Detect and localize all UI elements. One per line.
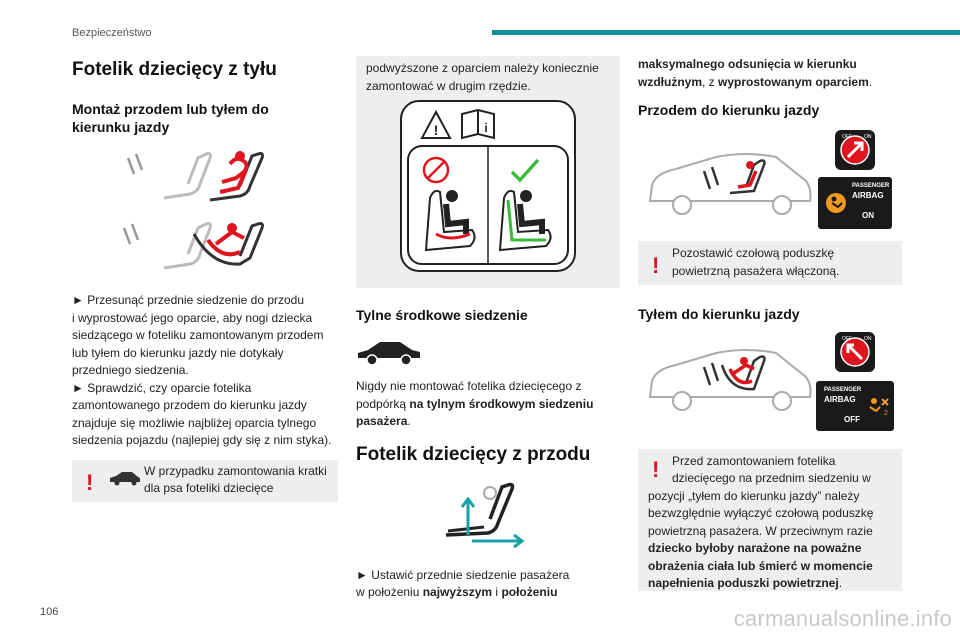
subtitle-forward-facing: Przodem do kierunku jazdy [638, 102, 820, 118]
airbag-warning-icon [824, 191, 848, 215]
rear-facing-illustration [638, 331, 902, 439]
instruction-2-line-1: ► Sprawdzić, czy oparcie fotelika [72, 380, 252, 395]
airbag-disabled-icon [866, 393, 890, 417]
instruction-1-line-1: ► Przesunąć przednie siedzenie do przodu [72, 293, 305, 307]
warning-box-airbag-off [638, 449, 902, 591]
instruction-1-line-2: i wyprostować jego oparcie, aby nogi dziecka [72, 310, 313, 325]
airbag-on-indicator [818, 177, 892, 229]
warning-line-2: dla psa foteliki dziecięce [144, 481, 274, 495]
info-box-booster-seat [356, 56, 620, 288]
airbag-off-indicator [816, 381, 894, 431]
subtitle-rear-facing: Tyłem do kierunku jazdy [638, 306, 800, 322]
svg-text:2: 2 [884, 410, 888, 417]
instruction-1-line-5: przedniego siedzenia. [72, 363, 189, 377]
svg-text:OFF: OFF [842, 134, 852, 140]
header-accent-bar [492, 30, 960, 35]
instruction-2-line-2: zamontowanego przodem do kierunku jazdy [72, 398, 307, 412]
note-box-airbag-on [638, 241, 902, 285]
note-line-1: Pozostawić czołową poduszkę [672, 246, 835, 260]
subtitle-mounting: Montaż przodem lub tyłem do kierunku jazdy [72, 101, 269, 135]
warn-line-5: powietrzną pasażera. W przeciwnym razie [648, 523, 873, 538]
watermark: carmanualsonline.info [733, 606, 952, 631]
section-title-rear-seat: Fotelik dziecięcy z tyłu [72, 59, 277, 80]
column-1 [72, 56, 338, 502]
seat-illustration-icon [112, 148, 272, 278]
instruction-1-line-4: lub tyłem do kierunku jazdy nie dotykały [72, 345, 284, 360]
rear-center-line-2: podpórką na tylnym środkowym siedzeniu [356, 396, 594, 411]
airbag-off-label-2: AIRBAG [824, 395, 856, 404]
page-header-title: Bezpieczeństwo [72, 27, 152, 39]
svg-text:ON: ON [864, 336, 872, 342]
rear-center-line-3: pasażera. [356, 414, 411, 428]
svg-text:!: ! [433, 122, 439, 138]
column-3 [638, 56, 902, 591]
note-line-2: powietrzną pasażera włączoną. [672, 263, 840, 278]
seat-adjust-icon [428, 479, 528, 549]
warn-line-8: napełnienia poduszki powietrznej. [648, 576, 843, 590]
car-rear-child-seat-icon [646, 345, 816, 415]
svg-text:i: i [484, 121, 488, 135]
car-forward-child-seat-icon [646, 149, 816, 219]
instruction-2-line-3: znajduje się możliwie najbliżej oparcia tylnego [72, 415, 317, 430]
forward-facing-illustration [638, 129, 902, 233]
rear-center-line-1: Nigdy nie montować fotelika dziecięcego z [356, 379, 582, 393]
warning-exclamation-icon: ! [86, 469, 94, 495]
note-exclamation-icon: ! [652, 253, 660, 278]
column-2 [356, 56, 620, 602]
intro-line-2: wzdłużnym, z wyprostowanym oparciem. [638, 74, 873, 89]
airbag-switch-off-icon [834, 331, 876, 373]
warn-line-2: dziecięcego na przednim siedzeniu w [672, 471, 871, 485]
warn-line-7: obrażenia ciała lub śmierć w momencie [648, 558, 873, 573]
booster-seat-pictogram [400, 100, 576, 272]
airbag-switch-on-icon [834, 129, 876, 171]
intro-line-1: maksymalnego odsunięcia w kierunku [638, 57, 857, 71]
subtitle-rear-center-seat: Tylne środkowe siedzenie [356, 307, 528, 323]
svg-text:ON: ON [864, 134, 872, 140]
page-number: 106 [40, 606, 59, 618]
warn-line-6: dziecko byłoby narażone na poważne [648, 541, 862, 555]
box-line-2: zamontować w drugim rzędzie. [366, 78, 531, 93]
airbag-off-label-1: PASSENGER [824, 387, 862, 393]
airbag-on-label-2: AIRBAG [852, 191, 884, 200]
illustration-seat-forward-rear [112, 148, 272, 278]
warn-line-4: bezwzględnie wyłączyć czołową poduszkę [648, 506, 874, 520]
instruction-1-line-3: siedzącego w foteliku zamontowanym przodem [72, 328, 324, 342]
section-title-front-seat: Fotelik dziecięcy z przodu [356, 443, 591, 465]
airbag-on-label-1: PASSENGER [852, 183, 890, 189]
svg-text:OFF: OFF [842, 336, 852, 342]
instruction-2-line-4: siedzenia pojazdu (najlepiej gdy się z nim styka). [72, 433, 332, 447]
front-seat-line-2: w położeniu najwyższym i położeniu [356, 585, 558, 599]
airbag-off-state: OFF [844, 415, 860, 424]
car-icon [108, 470, 142, 486]
warn-line-1: Przed zamontowaniem fotelika [672, 454, 836, 468]
warning-line-1: W przypadku zamontowania kratki [144, 463, 327, 478]
airbag-on-state: ON [862, 211, 874, 220]
car-side-icon [356, 338, 422, 366]
warning-exclamation-icon-2: ! [652, 457, 660, 482]
box-line-1: podwyższone z oparciem należy koniecznie [366, 61, 599, 75]
warn-line-3: pozycji „tyłem do kierunku jazdy” należy [648, 488, 860, 503]
warning-box-dog-guard [72, 460, 338, 502]
front-seat-line-1: ► Ustawić przednie siedzenie pasażera [356, 567, 570, 582]
